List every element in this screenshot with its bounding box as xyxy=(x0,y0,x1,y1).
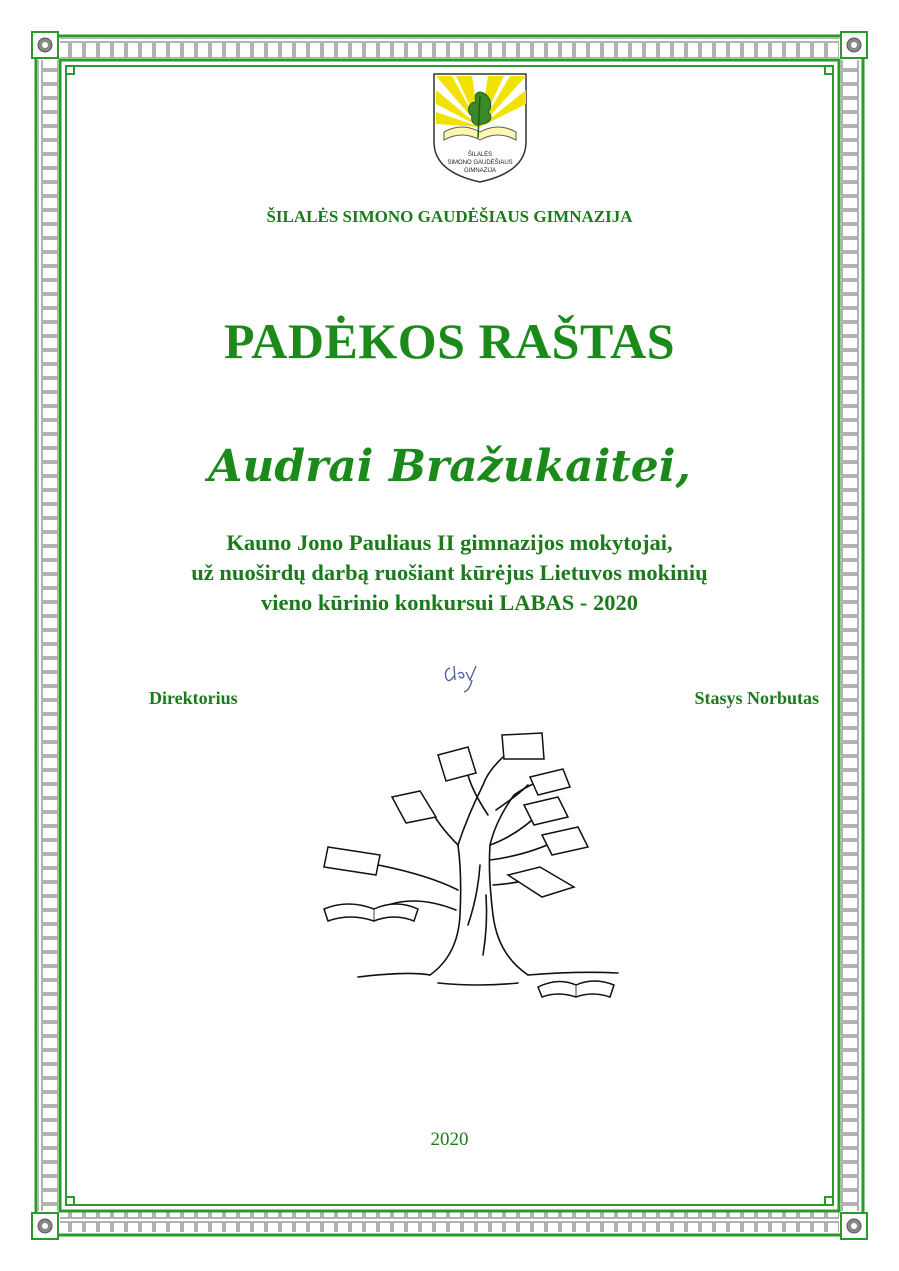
school-crest-icon xyxy=(432,72,528,184)
corner-ornament-top-left xyxy=(32,32,58,58)
document-year: 2020 xyxy=(430,1129,469,1150)
crest-line-2: SIMONO GAUDĖŠIAUS xyxy=(447,160,513,166)
document-title: PADĖKOS RAŠTAS xyxy=(223,313,676,369)
recipient-name: Audrai Bražukaitei, xyxy=(208,441,691,492)
body-line-3: vieno kūrinio konkursui LABAS - 2020 xyxy=(261,590,638,615)
body-text xyxy=(0,528,899,618)
body-line-1: Kauno Jono Pauliaus II gimnazijos mokytojai, xyxy=(226,530,673,555)
signature-role: Direktorius xyxy=(149,688,238,708)
corner-ornament-bottom-left xyxy=(32,1213,58,1239)
body-line-2: už nuoširdų darbą ruošiant kūrėjus Lietuvos mokinių xyxy=(191,560,708,585)
book-tree-illustration xyxy=(318,725,628,1005)
crest-line-3: GIMNAZIJA xyxy=(463,168,497,174)
crest-line-1: ŠILALĖS xyxy=(467,152,493,158)
school-name: ŠILALĖS SIMONO GAUDĖŠIAUS GIMNAZIJA xyxy=(266,207,633,226)
handwritten-signature xyxy=(440,660,490,696)
signature-name: Stasys Norbutas xyxy=(694,688,819,708)
corner-ornament-top-right xyxy=(841,32,867,58)
corner-ornament-bottom-right xyxy=(841,1213,867,1239)
